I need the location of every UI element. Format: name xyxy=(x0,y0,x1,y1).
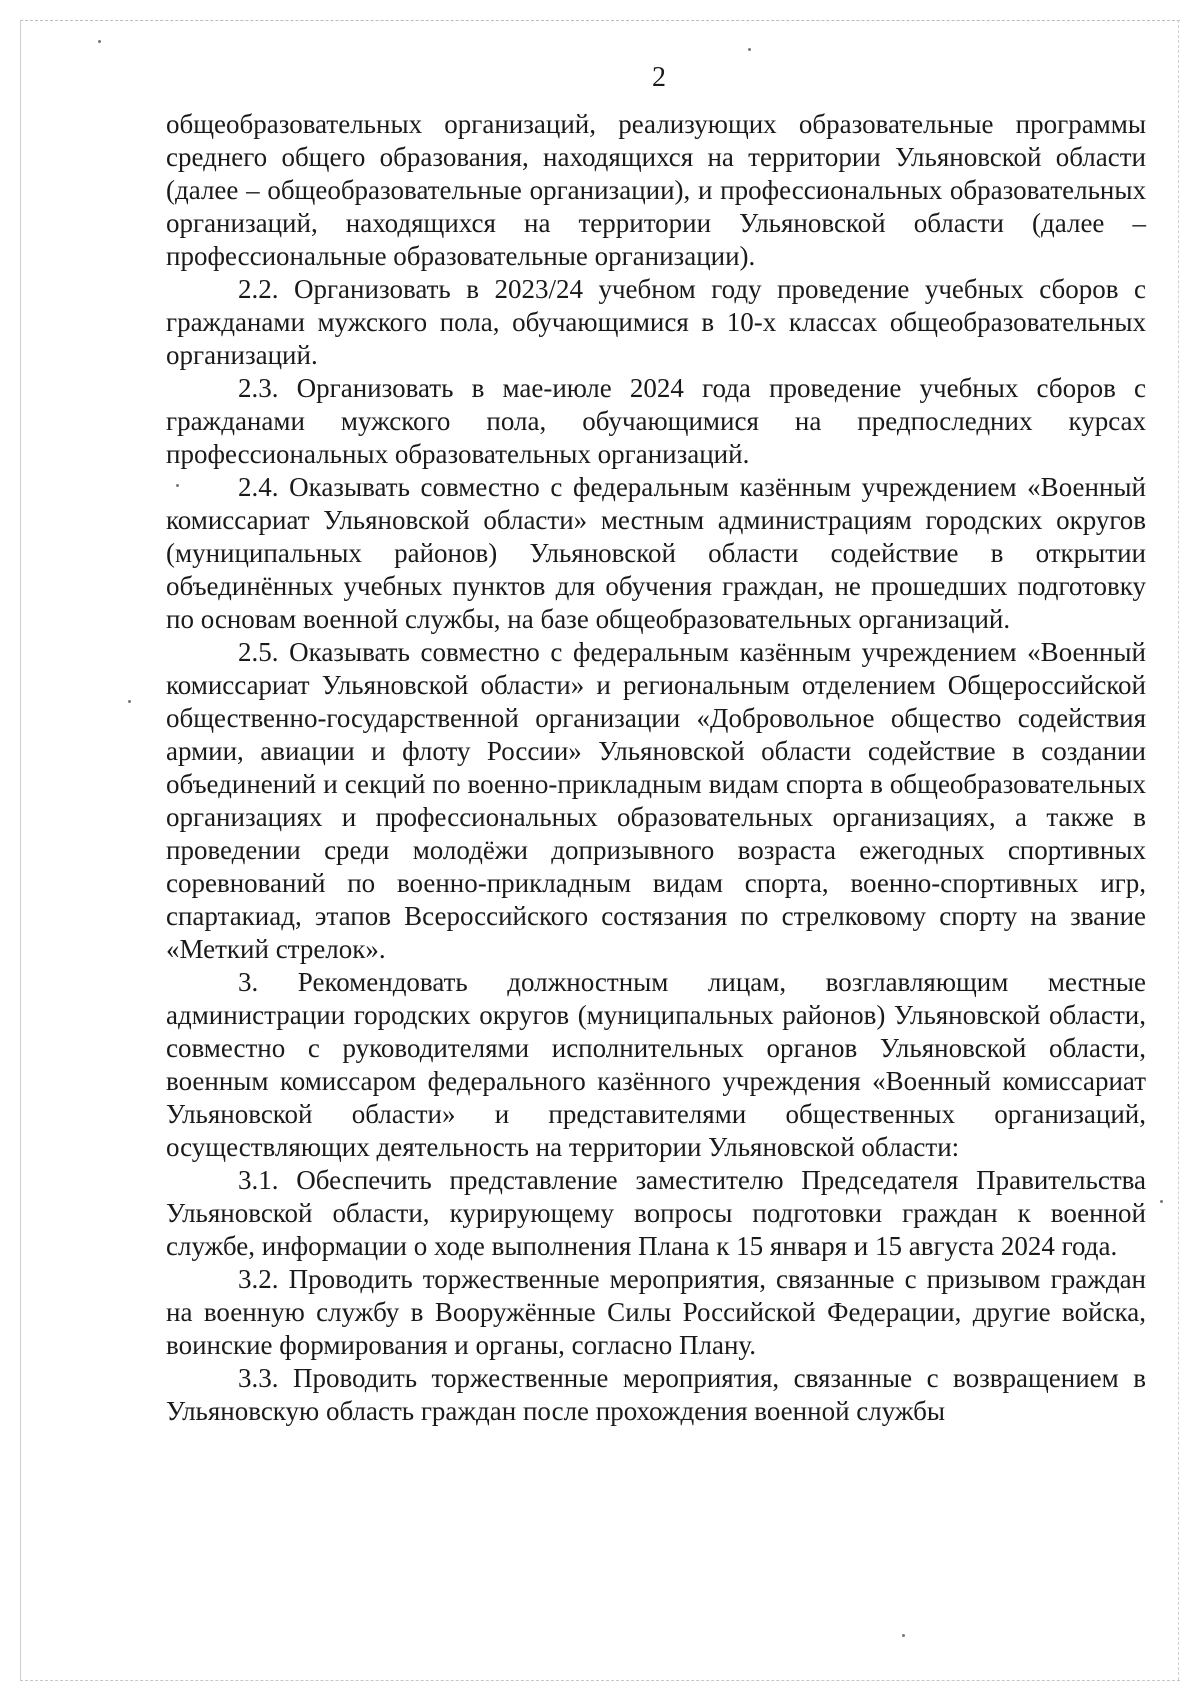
document-body xyxy=(166,108,1146,1428)
scan-border-right xyxy=(1178,20,1179,1680)
scan-speck xyxy=(98,40,101,43)
page-number: 2 xyxy=(652,62,666,93)
paragraph-2-4: 2.4. Оказывать совместно с федеральным казённым учреждением «Военный комиссариат Ульяновской области» местным администрациям городских округов (муниципальных районов) Ульяновской области содействие в открытии объединённых учебных пунктов для обучения граждан, не прошедших подготовку по основам военной службы, на базе общеобразовательных организаций. xyxy=(166,472,1146,634)
paragraph-2-2: 2.2. Организовать в 2023/24 учебном году проведение учебных сборов с гражданами мужского пола, обучающимися в 10-х классах общеобразовательных организаций. xyxy=(166,274,1146,370)
scan-speck xyxy=(748,48,751,51)
paragraph-3-3: 3.3. Проводить торжественные мероприятия, связанные с возвращением в Ульяновскую область граждан после прохождения военной службы xyxy=(166,1363,1146,1426)
paragraph-2-3: 2.3. Организовать в мае-июле 2024 года проведение учебных сборов с гражданами мужского пола, обучающимися на предпоследних курсах профессиональных образовательных организаций. xyxy=(166,373,1146,469)
paragraph-continuation: общеобразовательных организаций, реализующих образовательные программы среднего общего образования, находящихся на территории Ульяновской области (далее – общеобразовательные организации), и профессиональных образовательных организаций, находящихся на территории Ульяновской области (далее – профессиональные образовательные организации). xyxy=(166,109,1146,271)
scan-speck xyxy=(128,700,131,703)
paragraph-3-1: 3.1. Обеспечить представление заместителю Председателя Правительства Ульяновской области, курирующему вопросы подготовки граждан к военной службе, информации о ходе выполнения Плана к 15 января и 15 августа 2024 года. xyxy=(166,1165,1146,1261)
scan-border-top xyxy=(20,20,1180,21)
paragraph-3: 3. Рекомендовать должностным лицам, возглавляющим местные администрации городских округов (муниципальных районов) Ульяновской области, совместно с руководителями исполнительных органов Ульяновской области, военным комиссаром федерального казённого учреждения «Военный комиссариат Ульяновской области» и представителями общественных организаций, осуществляющих деятельность на территории Ульяновской области: xyxy=(166,967,1146,1162)
scan-speck xyxy=(902,1634,905,1637)
scan-border-left xyxy=(20,20,21,1680)
scan-speck xyxy=(1160,1200,1163,1203)
scan-border-bottom xyxy=(20,1680,1180,1681)
paragraph-2-5: 2.5. Оказывать совместно с федеральным казённым учреждением «Военный комиссариат Ульяновской области» и региональным отделением Общероссийской общественно-государственной организации «Добровольное общество содействия армии, авиации и флоту России» Ульяновской области содействие в создании объединений и секций по военно-прикладным видам спорта в общеобразовательных организациях и профессиональных образовательных организациях, а также в проведении среди молодёжи допризывного возраста ежегодных спортивных соревнований по военно-прикладным видам спорта, военно-спортивных игр, спартакиад, этапов Всероссийского состязания по стрелковому спорту на звание «Меткий стрелок». xyxy=(166,637,1146,964)
paragraph-3-2: 3.2. Проводить торжественные мероприятия, связанные с призывом граждан на военную службу в Вооружённые Силы Российской Федерации, другие войска, воинские формирования и органы, согласно Плану. xyxy=(166,1264,1146,1360)
